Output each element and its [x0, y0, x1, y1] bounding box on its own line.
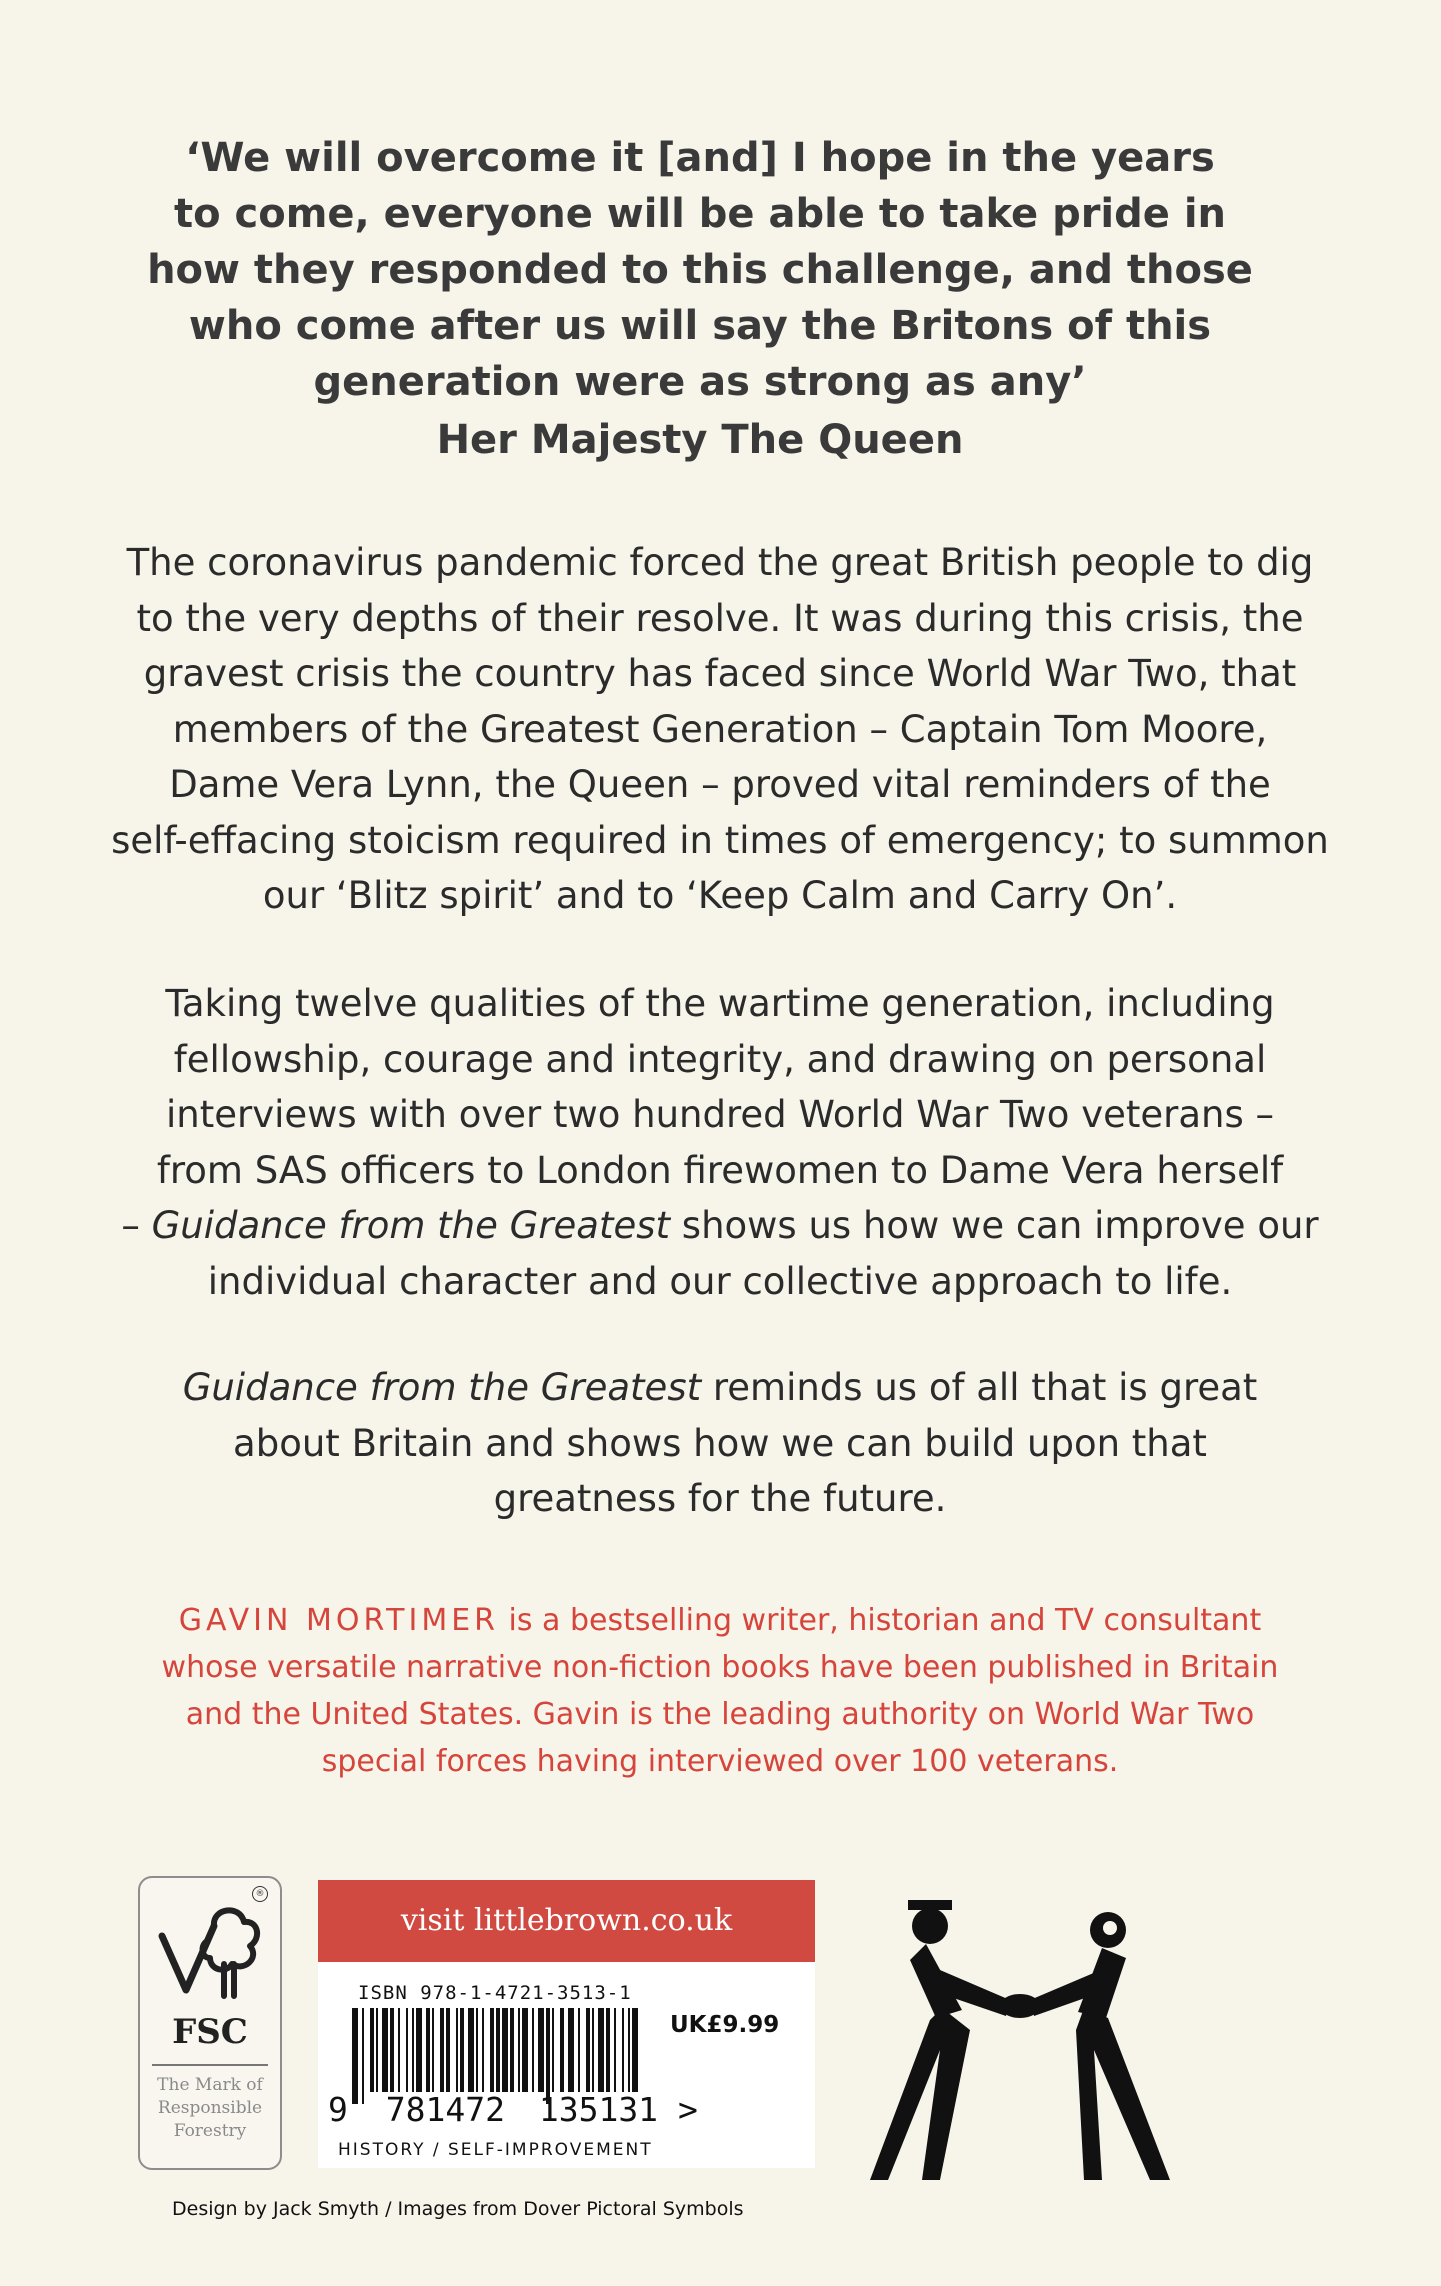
barcode-bar [518, 2008, 520, 2092]
barcode-bar [578, 2008, 580, 2092]
barcode-digits [328, 2090, 798, 2129]
barcode-bar [606, 2008, 610, 2092]
author-name: GAVIN MORTIMER [178, 1603, 500, 1638]
barcode-bar [532, 2008, 534, 2092]
barcode-bar [376, 2008, 378, 2092]
barcode-bar [382, 2008, 388, 2092]
barcode-digit-group-1: 781472 [385, 2090, 505, 2129]
blurb-line-rest: shows us how we can improve our [670, 1204, 1319, 1247]
fsc-tagline-line: Responsible [157, 2098, 263, 2118]
barcode-bar [496, 2008, 500, 2092]
bio-line: and the United States. Gavin is the leading authority on World War Two [185, 1697, 1255, 1732]
quote-text [120, 130, 1280, 410]
barcode-digit-lead: 9 [328, 2090, 348, 2129]
fsc-label: FSC [172, 2012, 248, 2052]
barcode-bar [490, 2008, 494, 2092]
blurb-line: Taking twelve qualities of the wartime generation, including [165, 982, 1275, 1025]
blurb-line: our ‘Blitz spirit’ and to ‘Keep Calm and Carry On’. [262, 874, 1178, 917]
barcode-bar [622, 2008, 624, 2092]
blurb-paragraph-2 [90, 976, 1350, 1309]
barcode-bar [398, 2008, 400, 2092]
blurb-line: individual character and our collective approach to life. [207, 1259, 1233, 1303]
barcode-bar [426, 2008, 430, 2092]
book-title-italic: Guidance from the Greatest [151, 1204, 671, 1247]
blurb-line: The coronavirus pandemic forced the great British people to dig [126, 541, 1314, 584]
fsc-certification-logo [138, 1876, 282, 2170]
barcode-bar [390, 2008, 394, 2092]
queen-quote [120, 130, 1280, 468]
barcode-bar [460, 2008, 464, 2092]
blurb-line: self-effacing stoicism required in times of emergency; to summon [111, 818, 1329, 862]
blurb-paragraph-3 [90, 1360, 1350, 1527]
bio-line: special forces having interviewed over 100 veterans. [321, 1744, 1119, 1779]
blurb-line-rest: reminds us of all that is great [701, 1366, 1258, 1409]
barcode-bar [632, 2008, 638, 2092]
barcode-bar [560, 2008, 564, 2092]
blurb-paragraph-1 [90, 535, 1350, 924]
fsc-divider [152, 2064, 268, 2066]
barcode-bar [412, 2008, 414, 2092]
book-title-italic: Guidance from the Greatest [182, 1366, 702, 1409]
barcode-bar [440, 2008, 444, 2092]
design-credits: Design by Jack Smyth / Images from Dover Pictoral Symbols [172, 2198, 744, 2220]
bio-line: whose versatile narrative non-fiction books have been published in Britain [161, 1650, 1279, 1685]
blurb-line: fellowship, courage and integrity, and drawing on personal [173, 1037, 1267, 1081]
barcode-bar [502, 2008, 508, 2092]
isbn-label: ISBN 978-1-4721-3513-1 [358, 1982, 632, 2004]
barcode-panel [318, 1962, 815, 2168]
handshake-figures-icon [870, 1900, 1170, 2190]
barcode-bar [510, 2008, 514, 2092]
barcode-bar [482, 2008, 484, 2092]
fsc-tree-icon [152, 1898, 268, 2010]
barcode-bar [476, 2008, 478, 2092]
publisher-website-banner: visit littlebrown.co.uk [318, 1880, 815, 1962]
barcode-bar [406, 2008, 408, 2092]
barcode-bar [552, 2008, 554, 2092]
barcode-bar [468, 2008, 474, 2092]
barcode-bar [446, 2008, 450, 2092]
quote-line: how they responded to this challenge, and those [147, 247, 1253, 293]
fsc-tagline [146, 2074, 274, 2143]
barcode-bar [432, 2008, 434, 2092]
barcode-digit-trail: > [677, 2090, 698, 2129]
barcode-bar [598, 2008, 604, 2092]
quote-line: to come, everyone will be able to take pride in [173, 191, 1227, 237]
author-bio [90, 1597, 1350, 1785]
blurb-line: gravest crisis the country has faced since World War Two, that [143, 652, 1297, 695]
blurb-line-prefix: – [121, 1204, 152, 1247]
barcode-bar [568, 2008, 574, 2092]
blurb-line: from SAS officers to London firewomen to Dame Vera herself [156, 1148, 1284, 1192]
barcode-bar [586, 2008, 590, 2092]
blurb-line: about Britain and shows how we can build upon that [233, 1421, 1207, 1465]
barcode-bar [370, 2008, 374, 2092]
blurb-line: interviews with over two hundred World War Two veterans – [166, 1093, 1274, 1136]
blurb-line: members of the Greatest Generation – Captain Tom Moore, [172, 707, 1268, 751]
fsc-tagline-line: Forestry [173, 2121, 247, 2141]
barcode-bar [614, 2008, 616, 2092]
blurb-line: Dame Vera Lynn, the Queen – proved vital reminders of the [169, 763, 1271, 806]
barcode-bar [456, 2008, 458, 2092]
barcode-bar [416, 2008, 422, 2092]
quote-line: ‘We will overcome it [and] I hope in the years [185, 135, 1215, 181]
barcode-bar [522, 2008, 528, 2092]
book-category: HISTORY / SELF-IMPROVEMENT [338, 2140, 653, 2160]
registered-mark: ® [252, 1886, 268, 1902]
blurb-line: to the very depths of their resolve. It was during this crisis, the [136, 596, 1304, 640]
barcode-bar [538, 2008, 544, 2092]
barcode-bar [628, 2008, 630, 2092]
quote-attribution: Her Majesty The Queen [436, 417, 964, 463]
quote-line: generation were as strong as any’ [313, 359, 1087, 405]
barcode-digit-group-2: 135131 [538, 2090, 659, 2129]
price-label: UK£9.99 [670, 2012, 780, 2038]
fsc-tagline-line: The Mark of [157, 2075, 263, 2095]
barcode-bar [592, 2008, 594, 2092]
quote-line: who come after us will say the Britons of this [188, 303, 1212, 349]
bio-line-rest: is a bestselling writer, historian and TV consultant [499, 1603, 1262, 1638]
blurb-line: greatness for the future. [493, 1477, 947, 1520]
